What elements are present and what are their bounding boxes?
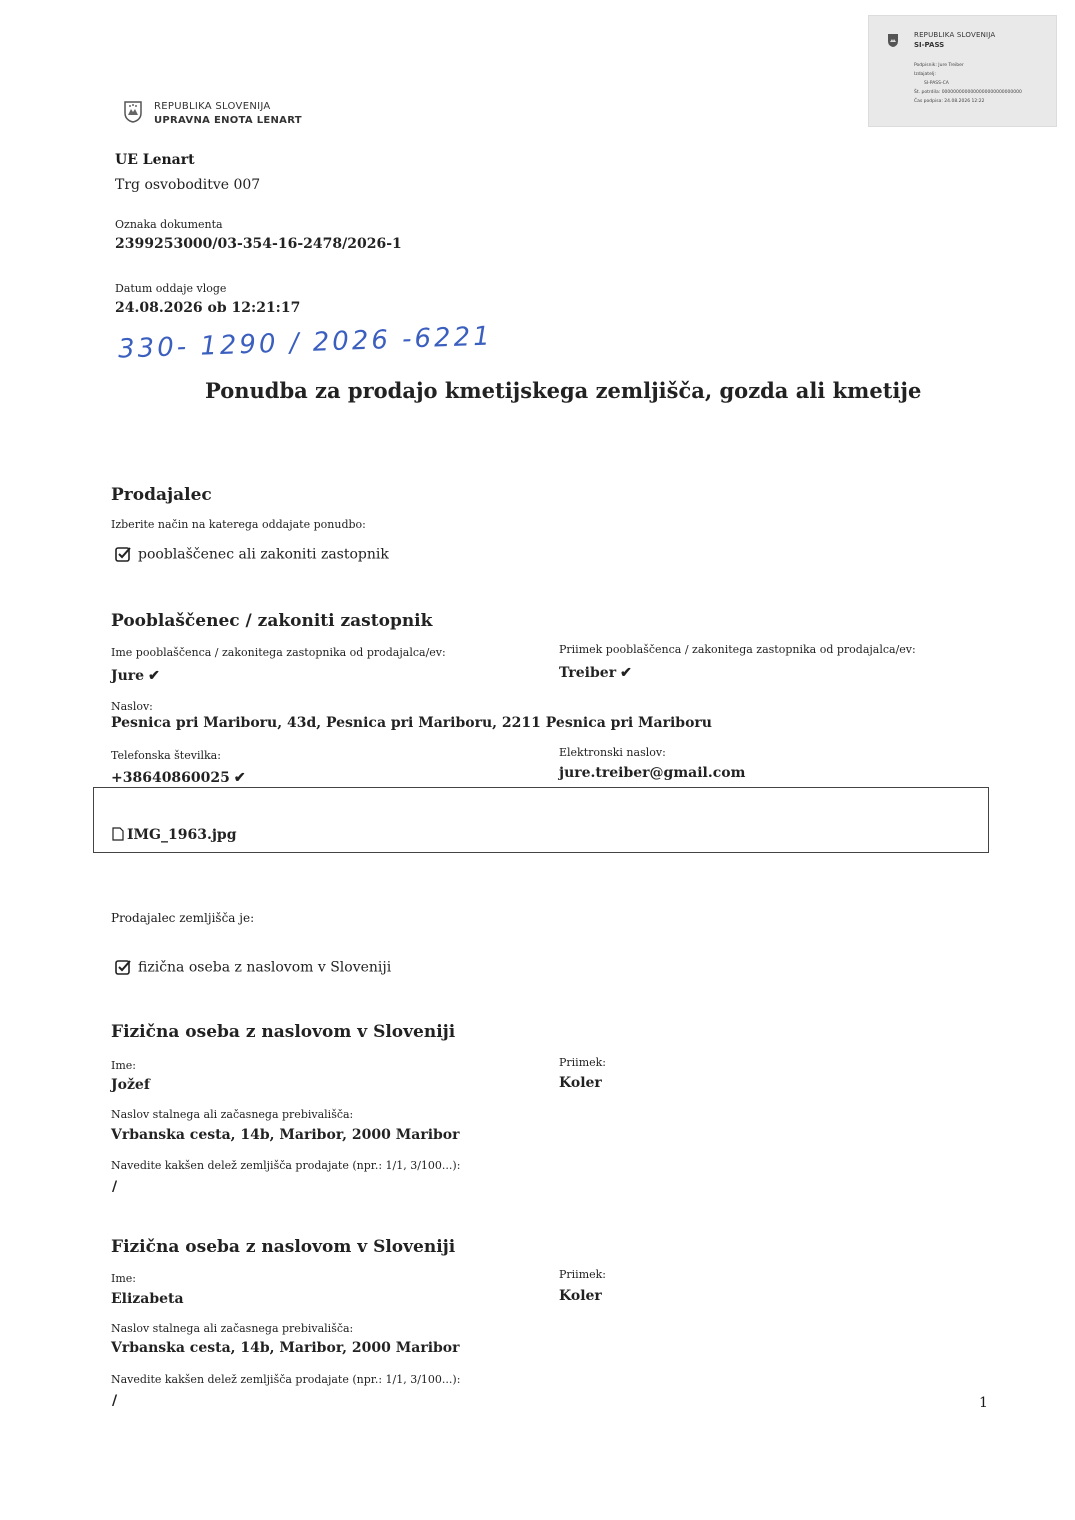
person-1-first-name-label: Ime:	[111, 1059, 136, 1072]
person-1-last-name-label: Priimek:	[559, 1056, 607, 1069]
header-office: UPRAVNA ENOTA LENART	[154, 115, 302, 126]
stamp-issuer-label: Izdajatelj:	[914, 72, 936, 77]
person-2-last-name-label: Priimek:	[559, 1268, 607, 1281]
rep-first-name	[111, 668, 160, 684]
attachment-filename: IMG_1963.jpg	[127, 827, 237, 843]
rep-last-name-label: Priimek pooblaščenca / zakonitega zastopnika od prodajalca/ev:	[559, 643, 916, 656]
e-signature-stamp	[868, 15, 1057, 127]
rep-last-name	[559, 665, 632, 681]
stamp-line-2: SI-PASS	[914, 41, 945, 49]
rep-email-label: Elektronski naslov:	[559, 746, 666, 759]
attachment-file[interactable]	[112, 827, 236, 843]
stamp-certificate: Št. potrdila: 0000000000000000000000000000	[914, 90, 1022, 95]
person-2-address: Vrbanska cesta, 14b, Maribor, 2000 Maribor	[111, 1340, 460, 1356]
doc-id-label: Oznaka dokumenta	[115, 218, 223, 231]
rep-phone-value: +38640860025	[111, 770, 230, 786]
checkbox-checked-icon	[115, 959, 132, 976]
checkmark-icon: ✔	[148, 668, 160, 684]
seller-heading: Prodajalec	[111, 485, 212, 505]
seller-type-option	[115, 959, 391, 976]
person-2-heading: Fizična oseba z naslovom v Sloveniji	[111, 1237, 456, 1257]
seller-prompt: Izberite način na katerega oddajate ponudbo:	[111, 518, 366, 531]
person-2-first-name: Elizabeta	[111, 1291, 184, 1307]
representative-heading: Pooblaščenec / zakoniti zastopnik	[111, 611, 433, 631]
stamp-sign-time: Čas podpisa: 24.08.2026 12:22	[914, 99, 985, 104]
person-2-last-name: Koler	[559, 1288, 602, 1304]
coat-of-arms-icon	[124, 101, 142, 123]
rep-first-name-value: Jure	[111, 668, 145, 684]
seller-option	[115, 546, 389, 563]
file-icon	[112, 827, 124, 841]
coat-of-arms-icon	[887, 33, 899, 48]
rep-phone-label: Telefonska številka:	[111, 749, 221, 762]
header-country: REPUBLIKA SLOVENIJA	[154, 101, 271, 112]
rep-last-name-value: Treiber	[559, 665, 617, 681]
person-1-share: /	[112, 1179, 118, 1195]
seller-option-label: pooblaščenec ali zakoniti zastopnik	[138, 546, 389, 563]
person-1-address-label: Naslov stalnega ali začasnega prebivališča:	[111, 1108, 354, 1121]
rep-phone	[111, 770, 246, 786]
person-1-last-name: Koler	[559, 1075, 602, 1091]
office-name: UE Lenart	[115, 152, 195, 168]
seller-type-option-label: fizična oseba z naslovom v Sloveniji	[138, 959, 392, 976]
rep-address-label: Naslov:	[111, 700, 153, 713]
person-1-heading: Fizična oseba z naslovom v Sloveniji	[111, 1022, 456, 1042]
person-2-share-label: Navedite kakšen delež zemljišča prodajate (npr.: 1/1, 3/100...):	[111, 1373, 461, 1386]
stamp-line-1: REPUBLIKA SLOVENIJA	[914, 31, 996, 39]
doc-id-value: 2399253000/03-354-16-2478/2026-1	[115, 236, 402, 252]
rep-address: Pesnica pri Mariboru, 43d, Pesnica pri Mariboru, 2211 Pesnica pri Mariboru	[111, 715, 712, 731]
office-address: Trg osvoboditve 007	[115, 177, 261, 193]
rep-first-name-label: Ime pooblaščenca / zakonitega zastopnika od prodajalca/ev:	[111, 646, 446, 659]
handwritten-file-number: 330- 1290 / 2026 -6221	[117, 321, 494, 365]
person-2-address-label: Naslov stalnega ali začasnega prebivališča:	[111, 1322, 354, 1335]
submission-date-value: 24.08.2026 ob 12:21:17	[115, 300, 301, 316]
submission-date-label: Datum oddaje vloge	[115, 282, 227, 295]
checkmark-icon: ✔	[620, 665, 632, 681]
stamp-issuer: SI-PASS-CA	[924, 81, 949, 86]
attachment-box	[93, 787, 989, 853]
person-1-first-name: Jožef	[111, 1077, 150, 1093]
document-title: Ponudba za prodajo kmetijskega zemljišča, gozda ali kmetije	[205, 378, 922, 403]
checkbox-checked-icon	[115, 546, 132, 563]
seller-type-prompt: Prodajalec zemljišča je:	[111, 911, 255, 925]
person-2-first-name-label: Ime:	[111, 1272, 136, 1285]
person-2-share: /	[112, 1393, 118, 1409]
page-number: 1	[979, 1395, 988, 1411]
stamp-signer: Podpisnik: Jure Treiber	[914, 63, 964, 68]
person-1-share-label: Navedite kakšen delež zemljišča prodajate (npr.: 1/1, 3/100...):	[111, 1159, 461, 1172]
person-1-address: Vrbanska cesta, 14b, Maribor, 2000 Maribor	[111, 1127, 460, 1143]
checkmark-icon: ✔	[233, 770, 246, 786]
rep-email: jure.treiber@gmail.com	[559, 765, 746, 781]
